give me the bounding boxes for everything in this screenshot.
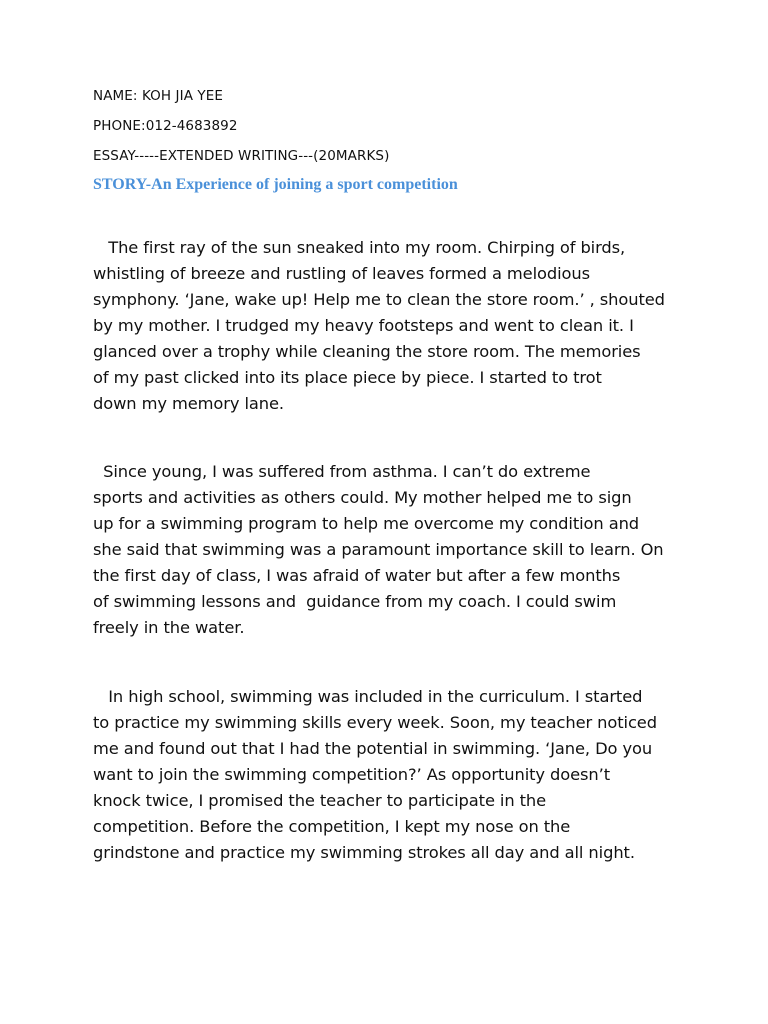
- paragraph-line: want to join the swimming competition?’ As opportunity doesn’t: [93, 765, 610, 784]
- paragraph-line: to practice my swimming skills every week. Soon, my teacher noticed: [93, 713, 657, 732]
- paragraph-line: of my past clicked into its place piece by piece. I started to trot: [93, 368, 602, 387]
- paragraph-line: she said that swimming was a paramount importance skill to learn. On: [93, 540, 664, 559]
- paragraph-line: knock twice, I promised the teacher to participate in the: [93, 791, 547, 810]
- paragraph-2: [93, 459, 693, 641]
- paragraph-line: by my mother. I trudged my heavy footsteps and went to clean it. I: [93, 316, 634, 335]
- student-phone: PHONE:012-4683892: [93, 118, 238, 134]
- paragraph-line: of swimming lessons and guidance from my coach. I could swim: [93, 592, 617, 611]
- paragraph-line: glanced over a trophy while cleaning the store room. The memories: [93, 342, 641, 361]
- paragraph-3: [93, 684, 693, 866]
- essay-type: ESSAY-----EXTENDED WRITING---(20MARKS): [93, 148, 390, 164]
- paragraph-line: competition. Before the competition, I kept my nose on the: [93, 817, 571, 836]
- paragraph-line: the first day of class, I was afraid of water but after a few months: [93, 566, 621, 585]
- paragraph-line: whistling of breeze and rustling of leaves formed a melodious: [93, 264, 590, 283]
- paragraph-line: symphony. ‘Jane, wake up! Help me to clean the store room.’ , shouted: [93, 290, 665, 309]
- paragraph-line: Since young, I was suffered from asthma. I can’t do extreme: [93, 462, 591, 481]
- paragraph-line: down my memory lane.: [93, 394, 284, 413]
- paragraph-line: up for a swimming program to help me overcome my condition and: [93, 514, 640, 533]
- student-name: NAME: KOH JIA YEE: [93, 88, 224, 104]
- paragraph-line: The first ray of the sun sneaked into my room. Chirping of birds,: [93, 238, 626, 257]
- paragraph-line: freely in the water.: [93, 618, 245, 637]
- paragraph-line: sports and activities as others could. My mother helped me to sign: [93, 488, 632, 507]
- paragraph-1: [93, 235, 693, 417]
- story-title: STORY-An Experience of joining a sport competition: [93, 176, 458, 193]
- paragraph-line: me and found out that I had the potential in swimming. ‘Jane, Do you: [93, 739, 653, 758]
- paragraph-line: In high school, swimming was included in the curriculum. I started: [93, 687, 643, 706]
- paragraph-line: grindstone and practice my swimming strokes all day and all night.: [93, 843, 635, 862]
